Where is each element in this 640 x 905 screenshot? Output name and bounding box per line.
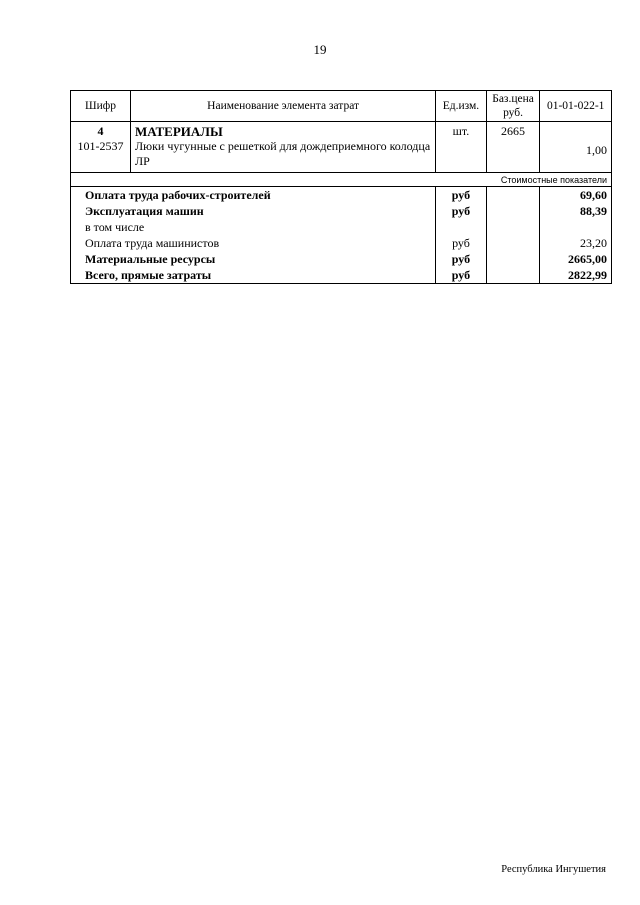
cost-name: в том числе <box>71 219 436 235</box>
cost-price-empty <box>486 235 540 251</box>
cost-unit: руб <box>436 235 487 251</box>
cost-value: 88,39 <box>540 203 612 219</box>
cost-name: Материальные ресурсы <box>71 251 436 267</box>
item-name-cell <box>130 122 435 173</box>
item-quantity: 1,00 <box>540 122 612 173</box>
item-name: Люки чугунные с решеткой для дождеприемного колодца ЛР <box>134 139 431 168</box>
cost-name: Оплата труда рабочих-строителей <box>71 187 436 204</box>
cost-value: 23,20 <box>540 235 612 251</box>
cost-row <box>71 235 612 251</box>
cost-value: 69,60 <box>540 187 612 204</box>
page-number: 19 <box>313 42 327 57</box>
table-header-row <box>71 91 612 122</box>
item-code: 101-2537 <box>77 139 124 153</box>
cost-row <box>71 251 612 267</box>
cost-value <box>540 219 612 235</box>
cost-caption-row <box>71 173 612 187</box>
item-price: 2665 <box>486 122 540 173</box>
cost-name: Всего, прямые затраты <box>71 267 436 284</box>
section-title: МАТЕРИАЛЫ <box>134 124 223 139</box>
header-name: Наименование элемента затрат <box>130 91 435 122</box>
cost-row <box>71 203 612 219</box>
cost-price-empty <box>486 203 540 219</box>
header-code: Шифр <box>71 91 131 122</box>
cost-unit: руб <box>436 203 487 219</box>
header-norm: 01-01-022-1 <box>540 91 612 122</box>
cost-row <box>71 187 612 204</box>
footer-region: Республика Ингушетия <box>501 864 606 875</box>
header-price: Баз.цена руб. <box>486 91 540 122</box>
item-unit: шт. <box>436 122 487 173</box>
cost-value: 2822,99 <box>540 267 612 284</box>
header-unit: Ед.изм. <box>436 91 487 122</box>
cost-unit: руб <box>436 267 487 284</box>
item-number: 4 <box>97 124 104 138</box>
cost-name: Эксплуатация машин <box>71 203 436 219</box>
cost-price-empty <box>486 251 540 267</box>
cost-unit: руб <box>436 187 487 204</box>
cost-row <box>71 219 612 235</box>
cost-value: 2665,00 <box>540 251 612 267</box>
estimate-table <box>70 90 612 284</box>
cost-row <box>71 267 612 284</box>
cost-name: Оплата труда машинистов <box>71 235 436 251</box>
cost-price-empty <box>486 219 540 235</box>
cost-unit <box>436 219 487 235</box>
material-item-row <box>71 122 612 173</box>
cost-unit: руб <box>436 251 487 267</box>
cost-price-empty <box>486 267 540 284</box>
item-code-cell <box>71 122 131 173</box>
cost-caption: Стоимостные показатели <box>71 173 612 187</box>
cost-price-empty <box>486 187 540 204</box>
